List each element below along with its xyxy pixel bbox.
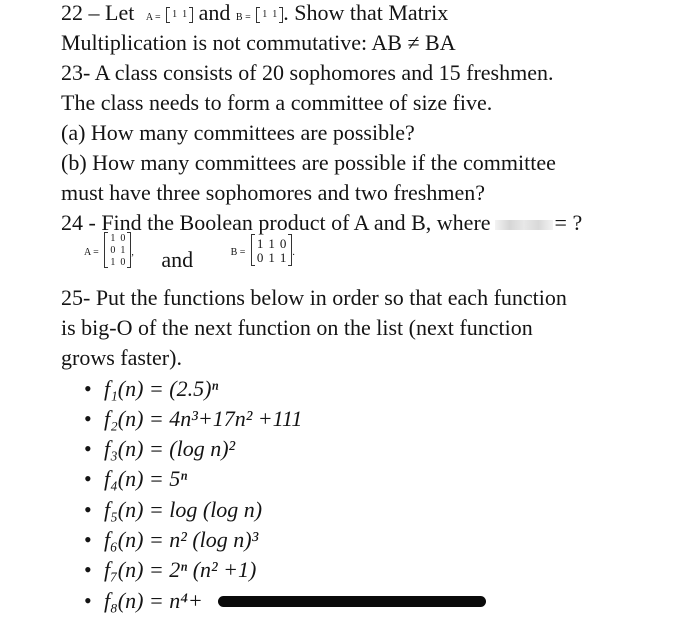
q24-b-cell: 1 (279, 249, 287, 265)
q24-a-matrix (104, 232, 131, 268)
q24-a-cell: 1 (110, 256, 116, 268)
function-item (84, 376, 218, 402)
q24-suffix: = ? (554, 210, 583, 235)
q22-line1 (61, 0, 448, 31)
q23-part-b-line2: must have three sophomores and two freshmen? (61, 180, 485, 205)
q22-a-matrix (166, 7, 193, 23)
q22-b-cell: 1 (262, 9, 268, 21)
function-item (84, 588, 203, 614)
q24-and: and (161, 247, 194, 273)
function-text: f₂(n) = 4n³+17n² +111 (104, 406, 303, 431)
q24-a-cell: 0 (120, 232, 126, 244)
bullet-icon: • (84, 588, 92, 613)
q24-b-cell: 1 (268, 235, 275, 251)
q24-a-cell: 1 (110, 232, 116, 244)
q24-prefix: 24 - Find the Boolean product of A and B, where (61, 210, 491, 235)
blurred-expression (495, 220, 553, 230)
bullet-icon: • (84, 436, 92, 461)
q22-b-matrix (256, 7, 283, 23)
bullet-icon: • (84, 557, 92, 582)
function-text: f₇(n) = 2ⁿ (n² +1) (104, 557, 257, 582)
q24-b-matrix (251, 234, 293, 266)
q24-a-cell: 1 (120, 244, 126, 256)
q25-line1: 25- Put the functions below in order so that each function (61, 285, 567, 310)
function-text: f₃(n) = (log n)² (104, 436, 236, 461)
function-item (84, 557, 256, 583)
q24-a-cell: 0 (120, 256, 126, 268)
q24-period: . (292, 247, 295, 259)
q23-line2: The class needs to form a committee of size five. (61, 90, 493, 115)
q24-b-cell: 1 (256, 235, 264, 251)
q22-line2: Multiplication is not commutative: AB ≠ BA (61, 30, 456, 55)
q22-a-cell: 1 (172, 9, 178, 21)
bullet-icon: • (84, 406, 92, 431)
q23-line1: 23- A class consists of 20 sophomores and 15 freshmen. (61, 60, 554, 85)
q22-a-cell: 1 (182, 9, 188, 21)
bullet-icon: • (84, 527, 92, 552)
function-item (84, 527, 258, 553)
function-text: f₈(n) = n⁴+ (104, 588, 203, 613)
q22-and: and (198, 0, 231, 25)
function-text: f₆(n) = n² (log n)³ (104, 527, 259, 552)
q24-b-cell: 0 (279, 235, 287, 251)
q23-part-a: (a) How many committees are possible? (61, 120, 415, 145)
bullet-icon: • (84, 497, 92, 522)
function-text: f₄(n) = 5ⁿ (104, 466, 188, 491)
q24-b-cell: 0 (256, 249, 264, 265)
function-item (84, 406, 302, 432)
function-text: f₅(n) = log (log n) (104, 497, 263, 522)
q24-matrices: A = 1 0 0 1 1 0 , and B = 1 1 0 0 1 1 . (84, 232, 295, 273)
function-item (84, 436, 235, 462)
q22-b-label: B = (235, 12, 251, 23)
q23-part-b-line1: (b) How many committees are possible if the committee (61, 150, 556, 175)
q22-suffix: . Show that Matrix (283, 0, 449, 25)
q24-b-label: B = (230, 247, 246, 259)
q22-b-cell: 1 (272, 9, 278, 21)
q25-line3: grows faster). (61, 345, 182, 370)
q22-a-label: A = (145, 12, 161, 23)
q24-a-cell: 0 (110, 244, 116, 256)
bullet-icon: • (84, 376, 92, 401)
bullet-icon: • (84, 466, 92, 491)
q22-prefix: 22 – Let (61, 0, 135, 25)
function-item (84, 466, 187, 492)
q24-a-label: A = (84, 247, 99, 259)
function-item (84, 497, 262, 523)
q24-b-cell: 1 (268, 249, 275, 265)
q25-line2: is big-O of the next function on the list (next function (61, 315, 533, 340)
function-text: f₁(n) = (2.5)ⁿ (104, 376, 219, 401)
redaction-bar (218, 596, 486, 607)
